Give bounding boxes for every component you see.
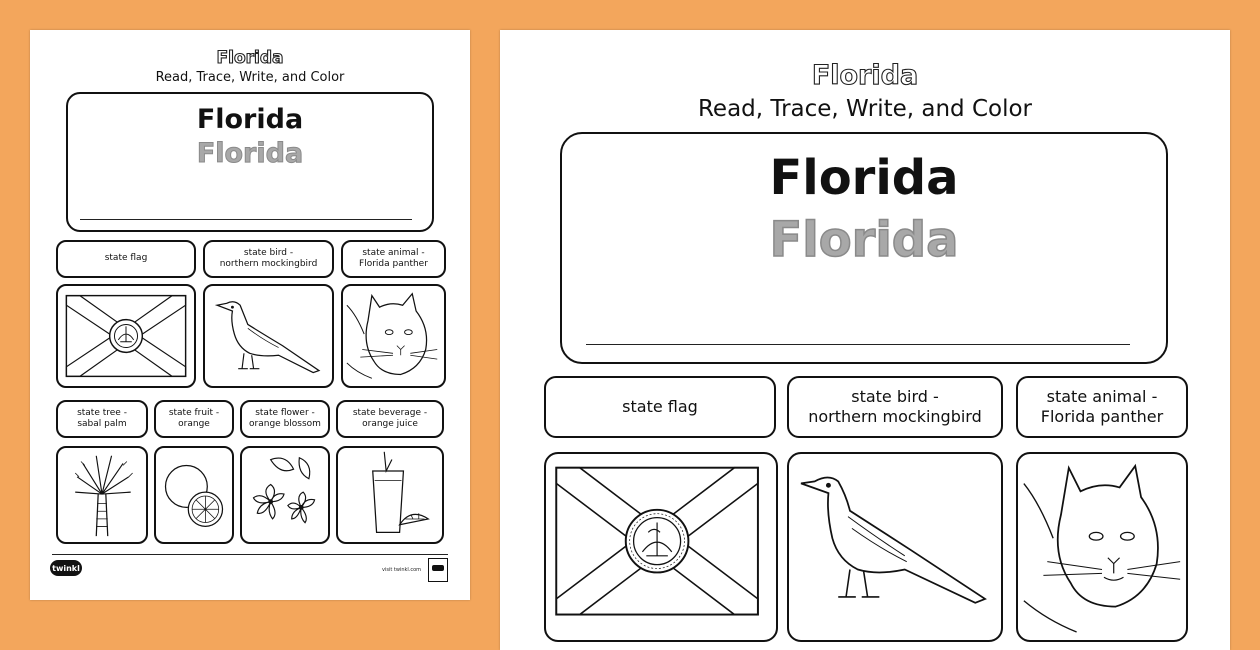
word-text-large: Florida xyxy=(769,150,959,206)
fruit-picture-box xyxy=(154,446,234,544)
worksheet-subtitle: Read, Trace, Write, and Color xyxy=(155,70,345,85)
mockingbird-icon-large xyxy=(789,454,1001,640)
bird-picture-box xyxy=(203,284,334,388)
worksheet-title-large: Florida xyxy=(811,60,919,91)
panther-picture-box-large xyxy=(1016,452,1188,642)
label-state-tree: state tree - sabal palm xyxy=(56,400,148,438)
badge-icon xyxy=(428,558,448,582)
label-state-flower: state flower - orange blossom xyxy=(240,400,330,438)
writing-line xyxy=(80,219,412,220)
florida-flag-icon-large xyxy=(546,454,776,640)
flag-picture-box xyxy=(56,284,196,388)
panther-icon-large xyxy=(1018,454,1186,640)
worksheet-subtitle-large: Read, Trace, Write, and Color xyxy=(697,96,1033,122)
label-state-bird: state bird - northern mockingbird xyxy=(203,240,334,278)
flag-picture-box-large xyxy=(544,452,778,642)
flower-picture-box xyxy=(240,446,330,544)
footer-divider xyxy=(52,554,448,555)
florida-flag-icon xyxy=(58,286,194,386)
label-state-fruit: state fruit - orange xyxy=(154,400,234,438)
label-state-flag-large: state flag xyxy=(544,376,776,438)
trace-write-box xyxy=(66,92,434,232)
trace-write-box-large xyxy=(560,132,1168,364)
orange-fruit-icon xyxy=(156,448,232,542)
label-state-animal-large: state animal - Florida panther xyxy=(1016,376,1188,438)
orange-juice-icon xyxy=(338,448,442,542)
tree-picture-box xyxy=(56,446,148,544)
trace-word-text: Florida xyxy=(196,138,304,169)
twinkl-logo: twinkl xyxy=(50,560,82,576)
worksheet-title: Florida xyxy=(216,48,284,68)
trace-word-text-large: Florida xyxy=(769,212,959,268)
writing-line-large xyxy=(586,344,1130,345)
mockingbird-icon xyxy=(205,286,332,386)
worksheet-preview-large[interactable] xyxy=(500,30,1230,650)
palm-tree-icon xyxy=(58,448,146,542)
panther-icon xyxy=(343,286,444,386)
label-state-beverage: state beverage - orange juice xyxy=(336,400,444,438)
panther-picture-box xyxy=(341,284,446,388)
label-state-bird-large: state bird - northern mockingbird xyxy=(787,376,1003,438)
label-state-animal: state animal - Florida panther xyxy=(341,240,446,278)
orange-blossom-icon xyxy=(242,448,328,542)
footer-url: visit twinkl.com xyxy=(382,567,422,573)
word-text: Florida xyxy=(196,104,304,135)
worksheet-preview-small[interactable] xyxy=(30,30,470,600)
bird-picture-box-large xyxy=(787,452,1003,642)
label-state-flag: state flag xyxy=(56,240,196,278)
beverage-picture-box xyxy=(336,446,444,544)
